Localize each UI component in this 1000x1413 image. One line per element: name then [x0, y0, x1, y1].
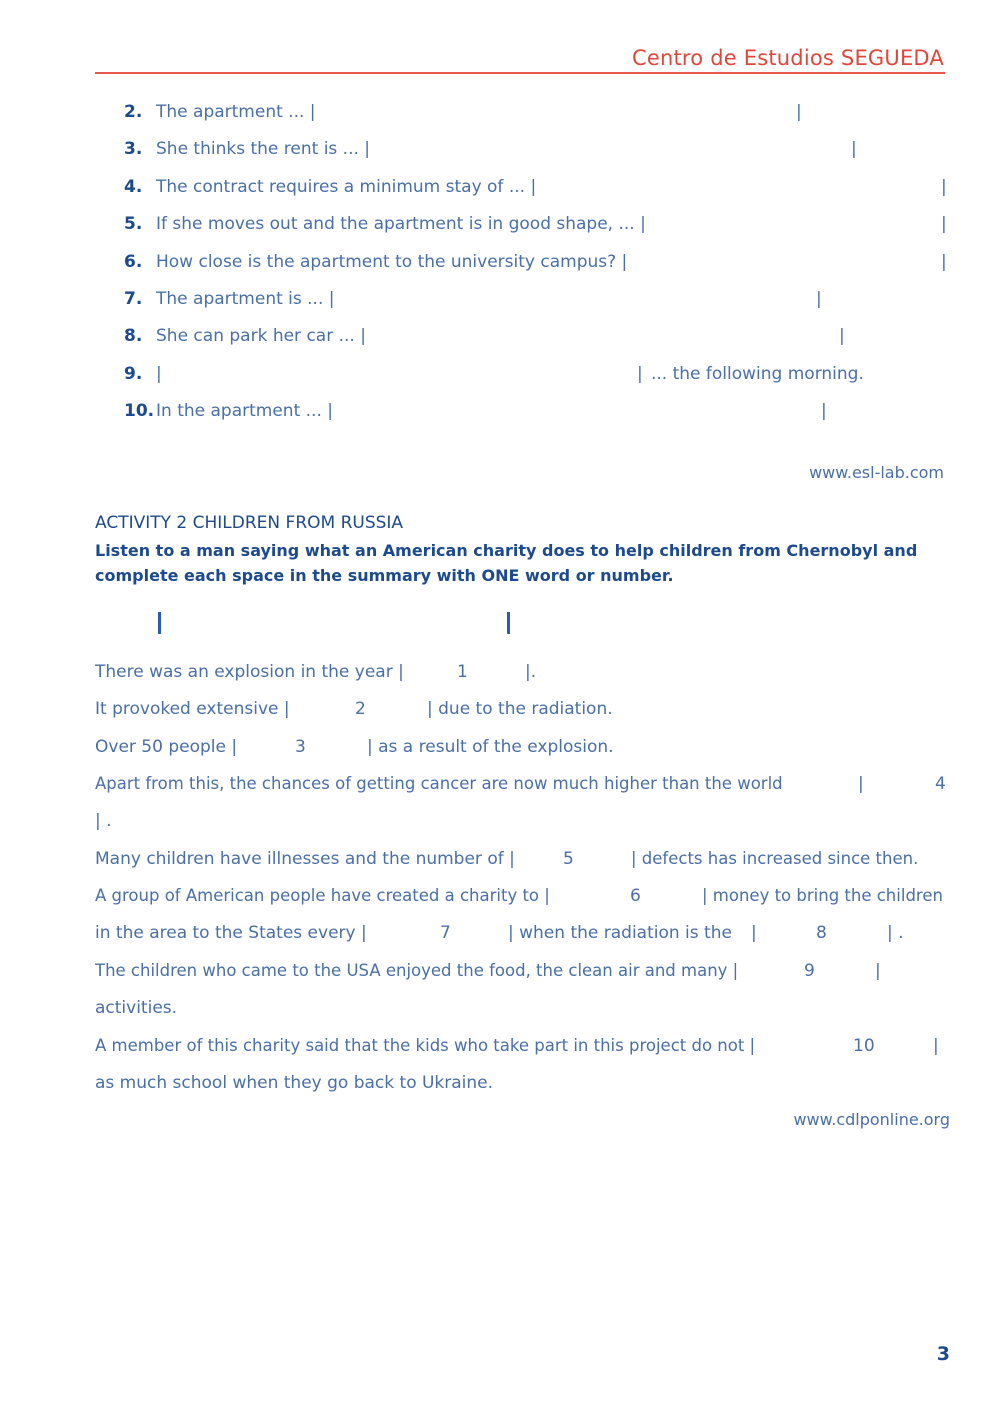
answer-end-bar: | — [941, 214, 947, 234]
summary-line — [95, 733, 955, 763]
gap-number: 2 — [355, 699, 366, 719]
summary-text: There was an explosion in the year | — [95, 662, 404, 682]
question-number: 2. — [124, 102, 143, 122]
summary-text: | when the radiation is the — [508, 923, 732, 943]
summary-text: | — [875, 961, 881, 981]
question-continuation: ... the following morning. — [651, 364, 864, 384]
question-text: | — [156, 364, 162, 384]
question-text: The apartment is ... | — [156, 289, 335, 309]
answer-end-bar: | — [851, 139, 857, 159]
summary-line — [95, 1069, 955, 1099]
gap-number: 4 — [935, 774, 946, 794]
summary-line — [95, 695, 955, 725]
summary-text: The children who came to the USA enjoyed the food, the clean air and many | — [95, 961, 739, 980]
summary-text: | money to bring the children — [702, 886, 943, 905]
answer-end-bar: | — [796, 102, 802, 122]
source-credit: www.cdlponline.org — [793, 1110, 950, 1129]
question-number: 8. — [124, 326, 143, 346]
summary-text: A group of American people have created a charity to | — [95, 886, 550, 905]
gap-number: 10 — [853, 1036, 875, 1056]
example-box-left-bar — [158, 612, 161, 634]
gap-number: 3 — [295, 737, 306, 757]
gap-number: 6 — [630, 886, 641, 906]
source-credit: www.esl-lab.com — [809, 463, 944, 482]
header-rule — [95, 72, 945, 74]
question-number: 10. — [124, 401, 155, 421]
question-number: 4. — [124, 177, 143, 197]
gap-number: 8 — [816, 923, 827, 943]
question-row — [0, 248, 1000, 278]
summary-text: in the area to the States every | — [95, 923, 367, 943]
question-row — [0, 285, 1000, 315]
summary-text: | due to the radiation. — [427, 699, 613, 719]
question-text: She can park her car ... | — [156, 326, 366, 346]
summary-text: | . — [887, 923, 904, 943]
summary-text: | as a result of the explosion. — [367, 737, 614, 757]
question-row — [0, 98, 1000, 128]
summary-text: | — [858, 774, 864, 794]
summary-text: Over 50 people | — [95, 737, 238, 757]
question-number: 3. — [124, 139, 143, 159]
summary-line — [95, 845, 955, 875]
summary-text: as much school when they go back to Ukraine. — [95, 1073, 494, 1093]
summary-text: activities. — [95, 998, 178, 1018]
question-text: She thinks the rent is ... | — [156, 139, 371, 159]
summary-line — [95, 1032, 955, 1062]
summary-line — [95, 957, 955, 987]
summary-text: A member of this charity said that the kids who take part in this project do not | — [95, 1036, 756, 1055]
question-text: The apartment ... | — [156, 102, 316, 122]
question-row — [0, 397, 1000, 427]
question-text: The contract requires a minimum stay of ... | — [156, 177, 537, 197]
page-number: 3 — [936, 1343, 950, 1365]
summary-text: | — [933, 1036, 939, 1056]
summary-line — [95, 658, 955, 688]
summary-line — [95, 807, 955, 837]
gap-number: 7 — [440, 923, 451, 943]
summary-line — [95, 882, 955, 912]
answer-end-bar: | — [839, 326, 845, 346]
example-box-right-bar — [507, 612, 510, 634]
summary-text: Many children have illnesses and the number of | — [95, 849, 515, 869]
header-title: Centro de Estudios SEGUEDA — [631, 46, 944, 70]
question-number: 6. — [124, 252, 143, 272]
summary-text: | defects has increased since then. — [631, 849, 919, 868]
gap-number: 1 — [457, 662, 468, 682]
question-number: 7. — [124, 289, 143, 309]
summary-text: | . — [95, 811, 112, 831]
summary-text: Apart from this, the chances of getting cancer are now much higher than the world — [95, 774, 783, 793]
gap-number: 9 — [804, 961, 815, 981]
answer-end-bar: | — [821, 401, 827, 421]
question-row — [0, 173, 1000, 203]
question-row — [0, 210, 1000, 240]
summary-line — [95, 919, 955, 949]
question-row — [0, 360, 1000, 390]
question-text: In the apartment ... | — [156, 401, 333, 421]
gap-number: 5 — [563, 849, 574, 869]
answer-end-bar: | — [941, 177, 947, 197]
summary-text: |. — [525, 662, 537, 682]
question-row — [0, 135, 1000, 165]
answer-end-bar: | — [637, 364, 643, 384]
answer-end-bar: | — [941, 252, 947, 272]
summary-line — [95, 994, 955, 1024]
question-number: 5. — [124, 214, 143, 234]
activity-instructions: Listen to a man saying what an American charity does to help children from Chernobyl and complete each space in the summary with ONE word or number. — [95, 541, 918, 585]
activity-title: ACTIVITY 2 CHILDREN FROM RUSSIA — [95, 513, 404, 533]
question-text: How close is the apartment to the university campus? | — [156, 252, 628, 272]
summary-line — [95, 770, 955, 800]
question-number: 9. — [124, 364, 143, 384]
summary-text: | — [751, 923, 757, 943]
answer-end-bar: | — [816, 289, 822, 309]
summary-text: It provoked extensive | — [95, 699, 290, 719]
question-row — [0, 322, 1000, 352]
question-text: If she moves out and the apartment is in good shape, ... | — [156, 214, 646, 234]
